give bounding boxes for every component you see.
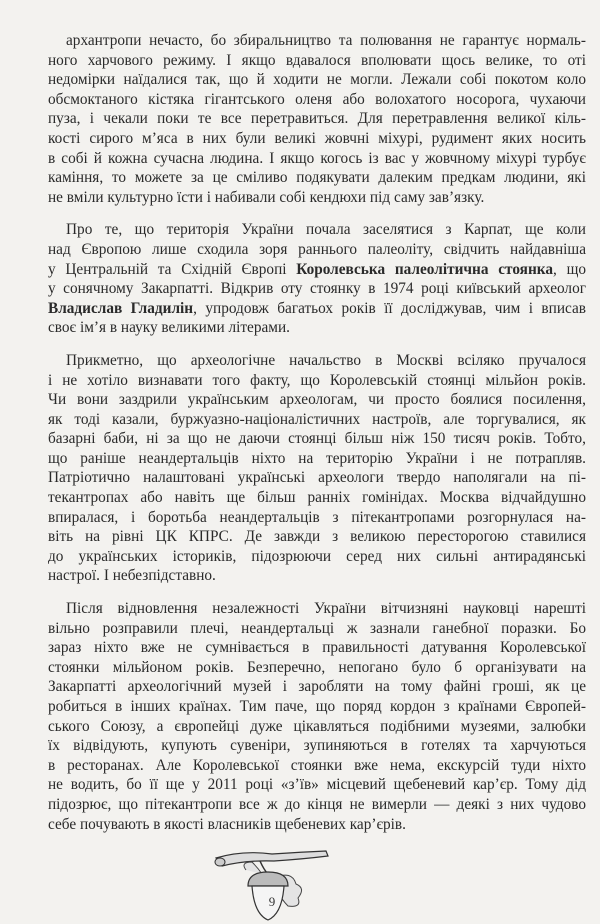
text-line xyxy=(48,371,586,391)
text-segment: , упродовж багатьох років її досліджував, чим і вписав xyxy=(193,299,586,317)
text-line xyxy=(48,638,586,658)
text-segment: Прикметно, що археологічне начальство в Москві всіляко пручалося xyxy=(66,351,586,369)
text-segment: настрої. І небезпідставно. xyxy=(48,567,216,585)
text-segment: себе почувають в якості власників щебеневих кар’єрів. xyxy=(48,815,406,833)
page-body-text xyxy=(48,31,586,847)
text-segment: Після відновлення незалежності України вітчизняні науковці нарешті xyxy=(66,600,586,618)
text-segment: у Центральній та Східній Європі xyxy=(48,260,297,278)
text-segment: їх відвідують, купують сувеніри, зупиняються в готелях та харчуються xyxy=(48,737,586,755)
text-line xyxy=(48,717,586,737)
bold-text: Владислав Гладилін xyxy=(48,299,194,317)
text-line xyxy=(48,756,586,776)
text-line xyxy=(48,619,586,639)
text-line xyxy=(48,260,586,280)
text-segment: текантропах або навіть ще більш ранніх гомінідах. Москва відчайдушно xyxy=(48,489,586,507)
text-segment: робиться в інших країнах. Тим паче, що поряд кордон з країнами Європей- xyxy=(48,698,586,715)
text-segment: каміння, то можете за це сміливо подякувати далеким предкам людини, які xyxy=(48,169,586,187)
text-segment: у сонячному Закарпатті. Відкрив оту стоянку в 1974 році київський археолог xyxy=(48,280,586,298)
text-line xyxy=(48,390,586,410)
text-segment: кості сирого м’яса в них були великі жовчні міхурі, рудимент яких носить xyxy=(48,129,586,147)
text-line xyxy=(48,109,586,129)
text-line xyxy=(48,508,586,528)
text-segment: впиралася, і боротьба неандертальців з пітекантропами розгорнулася на- xyxy=(48,508,586,526)
text-line xyxy=(48,318,586,338)
text-line xyxy=(48,351,586,371)
text-line xyxy=(48,658,586,678)
text-line xyxy=(48,90,586,110)
text-segment: базарні баби, ні за що не даючи стоянці більш ніж 150 тисяч років. Тобто, xyxy=(48,430,586,448)
text-line xyxy=(48,697,586,717)
text-segment: Закарпатті археологічний музей і заробляти на тому файні гроші, як це xyxy=(48,678,586,696)
text-line xyxy=(48,299,586,319)
text-segment: вільно розправили плечі, неандертальці ж зазнали ганебної поразки. Бо xyxy=(48,619,586,637)
text-segment: недомірки наїдалися так, що й ходити не могли. Лежали собі покотом коло xyxy=(48,71,586,89)
text-segment: над Європою лише сходила зоря раннього палеоліту, свідчить найдавніша xyxy=(48,240,586,258)
text-line xyxy=(48,149,586,169)
text-segment: своє ім’я в науку великими літерами. xyxy=(48,319,290,337)
text-segment: не водить, бо її ще у 2011 році «з’їв» місцевий щебеневий кар’єр. Тому дід xyxy=(48,776,586,794)
text-line xyxy=(48,449,586,469)
text-line xyxy=(48,677,586,697)
text-line xyxy=(48,31,586,51)
text-line xyxy=(48,279,586,299)
text-segment: стоянки мільйоном років. Безперечно, непогано було б організувати на xyxy=(48,658,586,676)
text-segment: не вміли культурно їсти і набивали собі кендюхи під саму зав’язку. xyxy=(48,188,485,206)
text-segment: в собі й кожна сучасна людина. І якщо когось із вас у жовчному міхурі турбує xyxy=(48,149,586,167)
text-line xyxy=(48,70,586,90)
text-line xyxy=(48,566,586,586)
text-segment: ського Союзу, а європейці дуже цікавляться подібними музеями, залюбки xyxy=(48,717,586,735)
bold-text: Королевська палеолітична стоянка xyxy=(296,260,554,278)
text-segment: Про те, що територія України почала заселятися з Карпат, ще коли xyxy=(66,221,586,239)
text-line xyxy=(48,527,586,547)
text-segment: Патріотично налаштовані українські археологи твердо наполягали на пі- xyxy=(48,469,586,487)
text-line xyxy=(48,220,586,240)
text-line xyxy=(48,599,586,619)
text-segment: як тоді казали, буржуазно-націоналістичних настроїв, але торгувалися, як xyxy=(48,410,586,428)
page-number: 9 xyxy=(268,894,276,909)
text-segment: до українських істориків, підозрюючи серед них сильні антирадянські xyxy=(48,547,586,565)
text-segment: Чи вони заздрили українським археологам, чи просто боялися посилення, xyxy=(48,391,586,409)
text-line xyxy=(48,775,586,795)
text-line xyxy=(48,51,586,71)
text-segment: в ресторанах. Але Королевської стоянки вже нема, екскурсій туди ніхто xyxy=(48,756,586,774)
text-segment: що раніше неандертальців ніхто на територію України і не потрапляв. xyxy=(48,449,586,467)
text-line xyxy=(48,736,586,756)
text-segment: і не хотіло визнавати того факту, що Королевській стоянці мільйон років. xyxy=(48,371,586,389)
text-line xyxy=(48,240,586,260)
text-segment: підозрює, що пітекантропи все ж до кінця не вимерли — деякі з них чудово xyxy=(48,795,586,813)
text-segment: ного харчового режиму. І якщо вдавалося вполювати щось велике, то оті xyxy=(48,51,586,69)
text-line xyxy=(48,168,586,188)
text-line xyxy=(48,815,586,835)
text-segment: віть на рівні ЦК КПРС. Де завжди з великою пересторогою ставилися xyxy=(48,528,586,546)
text-line xyxy=(48,468,586,488)
text-segment: архантропи нечасто, бо збиральництво та полювання не гарантує нормаль- xyxy=(66,32,586,49)
text-line xyxy=(48,795,586,815)
text-line xyxy=(48,488,586,508)
paragraph xyxy=(48,220,586,338)
text-segment: обсмоктаного кістяка гігантського оленя або волохатого носорога, чухаючи xyxy=(48,90,586,108)
text-line xyxy=(48,429,586,449)
paragraph xyxy=(48,599,586,834)
text-segment: зараз ніхто вже не сумнівається в правильності датування Королевської xyxy=(48,639,586,657)
text-line xyxy=(48,188,586,208)
paragraph xyxy=(48,351,586,586)
text-segment: пуза, і чекали поки те все перетравиться. Для перетравлення великої кіль- xyxy=(48,110,586,128)
acorn-ornament-icon xyxy=(212,848,332,924)
text-segment: , що xyxy=(553,260,586,278)
paragraph xyxy=(48,31,586,207)
text-line xyxy=(48,129,586,149)
text-line xyxy=(48,547,586,567)
text-line xyxy=(48,410,586,430)
